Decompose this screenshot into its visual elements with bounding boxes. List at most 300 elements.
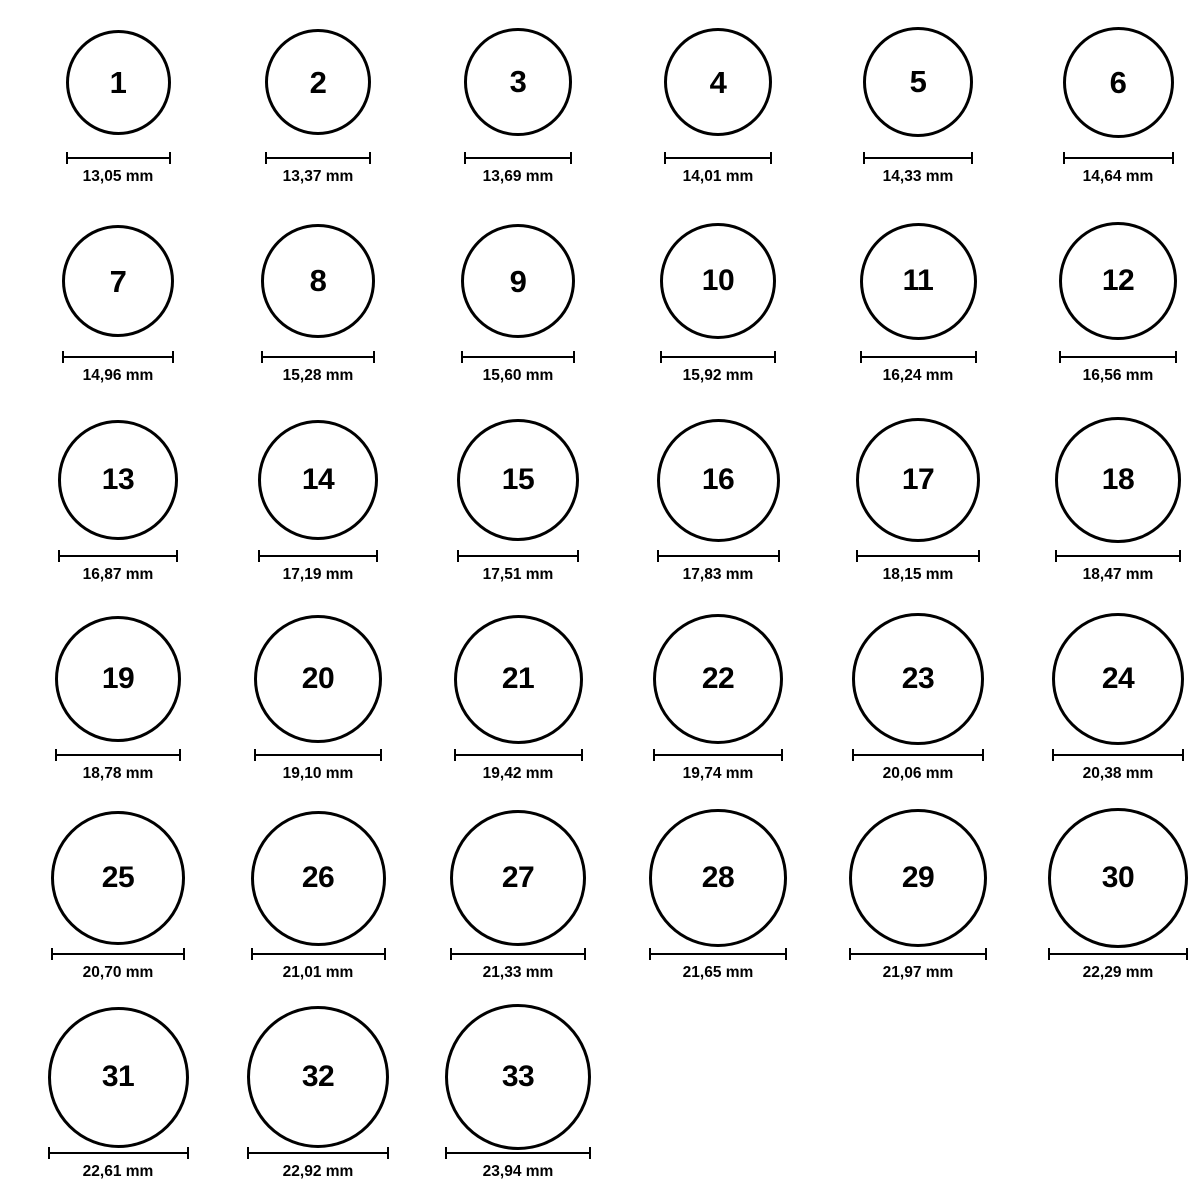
caliper-tick-left	[856, 550, 858, 562]
caliper-tick-left	[247, 1147, 249, 1159]
ring-size-cell	[1018, 804, 1200, 1003]
ring-circle-wrap	[818, 406, 1018, 554]
caliper-bar	[852, 754, 983, 756]
ring-size-cell	[218, 207, 418, 406]
caliper-tick-left	[657, 550, 659, 562]
diameter-label: 19,74 mm	[682, 765, 754, 782]
ring-circle	[58, 420, 177, 539]
caliper-tick-left	[1059, 351, 1061, 363]
caliper-tick-right	[982, 749, 984, 761]
diameter-label: 21,97 mm	[882, 964, 954, 981]
ring-circle-wrap	[818, 804, 1018, 952]
ring-size-number: 8	[309, 263, 327, 299]
ring-size-cell	[1018, 605, 1200, 804]
ring-measure	[218, 351, 418, 384]
ring-circle	[860, 223, 977, 340]
caliper-tick-right	[387, 1147, 389, 1159]
ring-size-number: 26	[301, 861, 335, 894]
ring-circle	[261, 224, 374, 337]
diameter-caliper-icon	[55, 749, 182, 761]
caliper-tick-right	[369, 152, 371, 164]
caliper-bar	[62, 356, 174, 358]
caliper-tick-left	[653, 749, 655, 761]
ring-circle	[653, 614, 783, 744]
caliper-tick-right	[985, 948, 987, 960]
ring-circle-wrap	[18, 207, 218, 355]
ring-measure	[1018, 351, 1200, 384]
caliper-bar	[457, 555, 579, 557]
ring-circle-wrap	[1018, 207, 1200, 355]
diameter-label: 16,56 mm	[1082, 367, 1154, 384]
caliper-tick-left	[58, 550, 60, 562]
ring-measure	[618, 351, 818, 384]
caliper-tick-left	[62, 351, 64, 363]
ring-circle	[265, 29, 371, 135]
ring-measure	[818, 351, 1018, 384]
caliper-tick-right	[785, 948, 787, 960]
caliper-tick-right	[1186, 948, 1188, 960]
ring-size-number: 4	[709, 64, 727, 100]
ring-size-cell	[1018, 207, 1200, 406]
ring-size-cell	[418, 1003, 618, 1202]
diameter-label: 15,28 mm	[282, 367, 354, 384]
caliper-bar	[860, 356, 977, 358]
ring-measure	[18, 1147, 218, 1180]
ring-size-number: 18	[1101, 462, 1135, 496]
ring-size-cell	[1018, 8, 1200, 207]
diameter-label: 22,92 mm	[282, 1163, 354, 1180]
caliper-tick-right	[187, 1147, 189, 1159]
ring-circle-wrap	[418, 804, 618, 952]
diameter-caliper-icon	[660, 351, 776, 363]
diameter-caliper-icon	[657, 550, 780, 562]
ring-size-cell	[418, 605, 618, 804]
diameter-caliper-icon	[849, 948, 988, 960]
diameter-caliper-icon	[51, 948, 185, 960]
caliper-tick-right	[1172, 152, 1174, 164]
caliper-tick-right	[778, 550, 780, 562]
diameter-label: 22,61 mm	[82, 1163, 154, 1180]
diameter-caliper-icon	[48, 1147, 189, 1159]
ring-size-cell	[818, 406, 1018, 605]
caliper-bar	[58, 555, 177, 557]
caliper-tick-right	[376, 550, 378, 562]
ring-size-cell	[18, 406, 218, 605]
caliper-tick-right	[975, 351, 977, 363]
diameter-label: 16,24 mm	[882, 367, 954, 384]
caliper-bar	[461, 356, 576, 358]
ring-circle-wrap	[218, 804, 418, 952]
ring-measure	[418, 948, 618, 981]
ring-size-number: 10	[701, 263, 735, 297]
ring-measure	[18, 948, 218, 981]
diameter-label: 14,33 mm	[882, 168, 954, 185]
caliper-tick-left	[254, 749, 256, 761]
caliper-tick-right	[584, 948, 586, 960]
ring-size-number: 14	[301, 463, 335, 496]
ring-measure	[418, 1147, 618, 1180]
ring-circle	[258, 420, 379, 541]
ring-size-number: 23	[901, 661, 935, 695]
diameter-caliper-icon	[860, 351, 977, 363]
ring-size-cell	[618, 605, 818, 804]
ring-size-cell	[218, 804, 418, 1003]
ring-measure	[18, 550, 218, 583]
caliper-tick-right	[770, 152, 772, 164]
diameter-caliper-icon	[464, 152, 571, 164]
ring-size-cell	[418, 406, 618, 605]
ring-size-number: 27	[501, 861, 535, 894]
ring-circle	[856, 418, 980, 542]
caliper-bar	[261, 356, 374, 358]
ring-size-cell	[1018, 406, 1200, 605]
ring-size-cell	[618, 207, 818, 406]
caliper-bar	[464, 157, 571, 159]
caliper-bar	[1063, 157, 1174, 159]
ring-circle-wrap	[618, 207, 818, 355]
ring-size-cell	[418, 8, 618, 207]
diameter-caliper-icon	[445, 1147, 591, 1159]
caliper-tick-right	[183, 948, 185, 960]
ring-circle	[247, 1006, 389, 1148]
caliper-tick-right	[1179, 550, 1181, 562]
ring-size-cell	[818, 207, 1018, 406]
ring-measure	[18, 749, 218, 782]
diameter-label: 15,60 mm	[482, 367, 554, 384]
ring-circle	[457, 419, 579, 541]
diameter-caliper-icon	[258, 550, 379, 562]
diameter-label: 23,94 mm	[482, 1163, 554, 1180]
caliper-tick-left	[457, 550, 459, 562]
caliper-bar	[55, 754, 182, 756]
ring-size-cell	[218, 1003, 418, 1202]
ring-size-number: 2	[309, 64, 327, 100]
ring-size-number: 32	[301, 1060, 335, 1093]
diameter-caliper-icon	[58, 550, 177, 562]
ring-circle-wrap	[618, 605, 818, 753]
ring-size-number: 9	[509, 263, 527, 299]
ring-circle	[66, 30, 171, 135]
ring-circle-wrap	[618, 8, 818, 156]
ring-size-number: 16	[701, 463, 735, 496]
caliper-tick-right	[373, 351, 375, 363]
diameter-label: 15,92 mm	[682, 367, 754, 384]
diameter-caliper-icon	[247, 1147, 389, 1159]
ring-measure	[418, 749, 618, 782]
caliper-tick-right	[589, 1147, 591, 1159]
ring-size-cell	[818, 605, 1018, 804]
caliper-bar	[251, 953, 386, 955]
caliper-bar	[1052, 754, 1185, 756]
ring-size-cell	[618, 406, 818, 605]
ring-circle	[51, 811, 185, 945]
ring-measure	[418, 351, 618, 384]
caliper-bar	[649, 953, 786, 955]
diameter-label: 19,42 mm	[482, 765, 554, 782]
ring-size-cell	[18, 1003, 218, 1202]
ring-size-number: 6	[1109, 64, 1127, 100]
ring-size-number: 20	[301, 661, 335, 695]
ring-circle	[461, 224, 576, 339]
caliper-tick-left	[1048, 948, 1050, 960]
ring-size-cell	[418, 207, 618, 406]
ring-size-number: 12	[1101, 264, 1135, 297]
caliper-bar	[863, 157, 973, 159]
ring-circle-wrap	[418, 1003, 618, 1151]
ring-measure	[1018, 749, 1200, 782]
ring-circle-wrap	[418, 8, 618, 156]
ring-measure	[618, 948, 818, 981]
diameter-label: 20,70 mm	[82, 964, 154, 981]
caliper-bar	[664, 157, 773, 159]
caliper-tick-right	[774, 351, 776, 363]
ring-measure	[418, 550, 618, 583]
ring-size-number: 21	[501, 662, 535, 695]
diameter-label: 14,96 mm	[82, 367, 154, 384]
ring-circle	[649, 809, 786, 946]
ring-size-number: 30	[1101, 860, 1135, 894]
ring-circle	[1055, 417, 1180, 542]
ring-circle	[664, 28, 773, 137]
ring-measure	[818, 550, 1018, 583]
diameter-caliper-icon	[457, 550, 579, 562]
ring-circle	[863, 27, 973, 137]
ring-size-number: 31	[101, 1060, 135, 1093]
diameter-label: 17,83 mm	[682, 566, 754, 583]
diameter-caliper-icon	[454, 749, 583, 761]
ring-measure	[18, 152, 218, 185]
ring-circle	[251, 811, 386, 946]
ring-measure	[618, 749, 818, 782]
diameter-caliper-icon	[461, 351, 576, 363]
ring-measure	[218, 749, 418, 782]
diameter-label: 16,87 mm	[82, 566, 154, 583]
ring-measure	[618, 550, 818, 583]
ring-measure	[218, 1147, 418, 1180]
ring-circle-wrap	[618, 804, 818, 952]
caliper-tick-left	[1063, 152, 1065, 164]
ring-measure	[818, 749, 1018, 782]
ring-circle-wrap	[1018, 8, 1200, 156]
ring-circle-wrap	[218, 605, 418, 753]
diameter-label: 18,78 mm	[82, 765, 154, 782]
caliper-tick-left	[454, 749, 456, 761]
caliper-bar	[1048, 953, 1188, 955]
ring-circle	[445, 1004, 591, 1150]
ring-size-cell	[18, 605, 218, 804]
caliper-bar	[849, 953, 988, 955]
ring-size-cell	[218, 8, 418, 207]
ring-size-cell	[418, 804, 618, 1003]
ring-circle	[48, 1007, 189, 1148]
diameter-label: 21,65 mm	[682, 964, 754, 981]
ring-circle	[464, 28, 571, 135]
caliper-tick-right	[172, 351, 174, 363]
ring-size-cell	[618, 804, 818, 1003]
diameter-caliper-icon	[254, 749, 382, 761]
diameter-caliper-icon	[856, 550, 980, 562]
ring-circle	[62, 225, 174, 337]
ring-measure	[1018, 152, 1200, 185]
ring-circle-wrap	[418, 207, 618, 355]
diameter-caliper-icon	[649, 948, 786, 960]
ring-circle-wrap	[1018, 605, 1200, 753]
diameter-label: 22,29 mm	[1082, 964, 1154, 981]
diameter-caliper-icon	[863, 152, 973, 164]
caliper-bar	[657, 555, 780, 557]
caliper-tick-left	[664, 152, 666, 164]
diameter-caliper-icon	[1055, 550, 1180, 562]
ring-circle	[450, 810, 586, 946]
caliper-bar	[454, 754, 583, 756]
diameter-label: 21,33 mm	[482, 964, 554, 981]
ring-circle-wrap	[218, 406, 418, 554]
ring-size-number: 33	[501, 1060, 535, 1093]
ring-measure	[1018, 948, 1200, 981]
caliper-tick-left	[265, 152, 267, 164]
ring-circle-wrap	[218, 1003, 418, 1151]
caliper-tick-left	[55, 749, 57, 761]
caliper-tick-left	[461, 351, 463, 363]
caliper-bar	[51, 953, 185, 955]
caliper-bar	[450, 953, 586, 955]
ring-measure	[818, 152, 1018, 185]
caliper-bar	[254, 754, 382, 756]
ring-size-number: 28	[701, 860, 735, 894]
caliper-tick-left	[660, 351, 662, 363]
ring-circle-wrap	[1018, 406, 1200, 554]
caliper-bar	[660, 356, 776, 358]
diameter-caliper-icon	[1048, 948, 1188, 960]
ring-circle	[55, 616, 182, 743]
diameter-label: 13,05 mm	[82, 168, 154, 185]
ring-size-number: 17	[901, 463, 935, 496]
caliper-tick-right	[1182, 749, 1184, 761]
caliper-tick-right	[781, 749, 783, 761]
diameter-caliper-icon	[664, 152, 773, 164]
ring-circle-wrap	[418, 605, 618, 753]
diameter-label: 14,64 mm	[1082, 168, 1154, 185]
caliper-tick-right	[169, 152, 171, 164]
caliper-bar	[258, 555, 379, 557]
caliper-tick-left	[450, 948, 452, 960]
diameter-label: 20,06 mm	[882, 765, 954, 782]
caliper-tick-right	[581, 749, 583, 761]
caliper-tick-right	[179, 749, 181, 761]
ring-size-number: 11	[902, 264, 934, 297]
ring-size-number: 1	[109, 64, 127, 100]
ring-circle	[254, 615, 382, 743]
diameter-label: 13,37 mm	[282, 168, 354, 185]
ring-circle-wrap	[18, 406, 218, 554]
ring-measure	[418, 152, 618, 185]
diameter-caliper-icon	[66, 152, 171, 164]
ring-circle-wrap	[18, 1003, 218, 1151]
ring-circle	[1048, 808, 1188, 948]
diameter-label: 18,47 mm	[1082, 566, 1154, 583]
caliper-tick-left	[863, 152, 865, 164]
ring-measure	[218, 152, 418, 185]
ring-circle-wrap	[218, 8, 418, 156]
ring-size-cell	[18, 8, 218, 207]
caliper-tick-right	[573, 351, 575, 363]
ring-circle-wrap	[618, 406, 818, 554]
diameter-label: 19,10 mm	[282, 765, 354, 782]
ring-circle-wrap	[18, 8, 218, 156]
diameter-caliper-icon	[1059, 351, 1177, 363]
caliper-tick-left	[66, 152, 68, 164]
caliper-bar	[247, 1152, 389, 1154]
caliper-tick-right	[1175, 351, 1177, 363]
ring-size-number: 15	[501, 462, 535, 496]
ring-size-number: 22	[701, 662, 735, 695]
ring-circle	[657, 419, 780, 542]
ring-circle-wrap	[18, 605, 218, 753]
caliper-tick-right	[577, 550, 579, 562]
ring-measure	[1018, 550, 1200, 583]
ring-measure	[618, 152, 818, 185]
ring-size-cell	[218, 406, 418, 605]
diameter-caliper-icon	[653, 749, 783, 761]
ring-circle-wrap	[18, 804, 218, 952]
caliper-tick-left	[51, 948, 53, 960]
caliper-tick-left	[445, 1147, 447, 1159]
ring-size-number: 19	[101, 662, 135, 695]
caliper-tick-left	[261, 351, 263, 363]
caliper-tick-right	[384, 948, 386, 960]
ring-measure	[18, 351, 218, 384]
ring-size-cell	[818, 804, 1018, 1003]
caliper-tick-right	[380, 749, 382, 761]
caliper-tick-left	[649, 948, 651, 960]
ring-size-cell	[618, 8, 818, 207]
caliper-tick-left	[852, 749, 854, 761]
caliper-bar	[653, 754, 783, 756]
caliper-tick-left	[251, 948, 253, 960]
caliper-tick-left	[464, 152, 466, 164]
diameter-label: 20,38 mm	[1082, 765, 1154, 782]
diameter-caliper-icon	[852, 749, 983, 761]
caliper-tick-left	[258, 550, 260, 562]
ring-circle-wrap	[1018, 804, 1200, 952]
caliper-bar	[48, 1152, 189, 1154]
diameter-caliper-icon	[1063, 152, 1174, 164]
diameter-label: 21,01 mm	[282, 964, 354, 981]
ring-measure	[218, 550, 418, 583]
caliper-bar	[445, 1152, 591, 1154]
diameter-caliper-icon	[450, 948, 586, 960]
caliper-tick-right	[978, 550, 980, 562]
ring-circle-wrap	[818, 207, 1018, 355]
ring-size-number: 13	[101, 462, 135, 496]
ring-size-number: 7	[109, 263, 127, 299]
ring-size-number: 25	[101, 860, 135, 894]
caliper-tick-left	[1055, 550, 1057, 562]
caliper-tick-right	[971, 152, 973, 164]
caliper-tick-right	[570, 152, 572, 164]
ring-measure	[818, 948, 1018, 981]
ring-circle	[660, 223, 776, 339]
ring-size-cell	[818, 8, 1018, 207]
caliper-bar	[1059, 356, 1177, 358]
ring-circle-wrap	[818, 605, 1018, 753]
diameter-caliper-icon	[251, 948, 386, 960]
caliper-bar	[66, 157, 171, 159]
ring-circle-wrap	[818, 8, 1018, 156]
diameter-caliper-icon	[265, 152, 371, 164]
caliper-tick-left	[860, 351, 862, 363]
ring-circle	[852, 613, 983, 744]
